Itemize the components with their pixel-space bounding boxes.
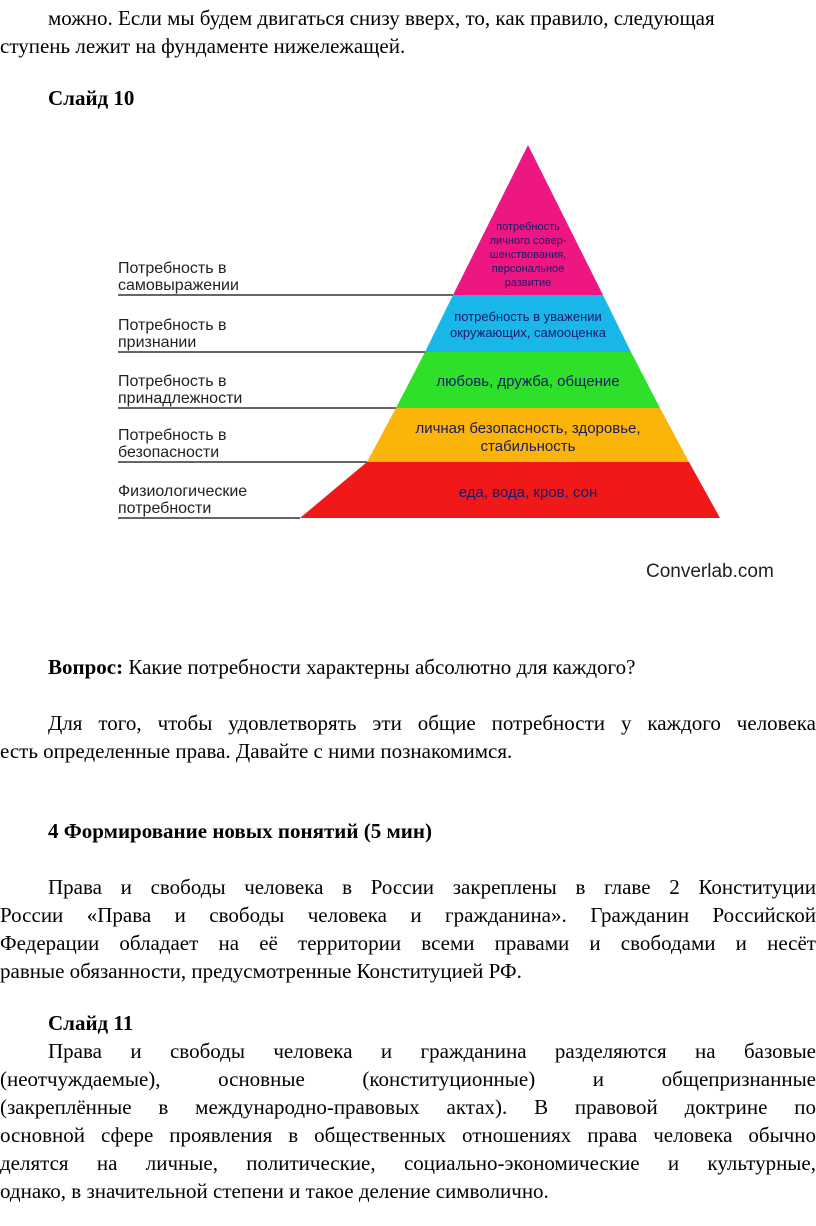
level-label: Потребность в bbox=[118, 317, 227, 334]
slide-heading: Слайд 10 bbox=[48, 86, 135, 110]
question-text: Какие потребности характерны абсолютно для каждого? bbox=[123, 655, 636, 679]
level-description: личная безопасность, здоровье, bbox=[415, 420, 641, 437]
paragraph-line: основной сфере проявления в общественных отношениях права человека обычно bbox=[0, 1123, 816, 1147]
question-label: Вопрос: bbox=[48, 655, 124, 679]
level-label: признании bbox=[118, 334, 197, 351]
maslow-pyramid-figure bbox=[108, 140, 808, 590]
level-label: безопасности bbox=[118, 444, 220, 461]
level-description: любовь, дружба, общение bbox=[436, 373, 620, 390]
question-line bbox=[48, 653, 816, 681]
paragraph-line: однако, в значительной степени и такое деление символично. bbox=[0, 1179, 549, 1203]
paragraph-line: Права и свободы человека в России закреплены в главе 2 Конституции bbox=[48, 875, 816, 899]
paragraph-line: Права и свободы человека и гражданина разделяются на базовые bbox=[48, 1039, 816, 1063]
level-label: Потребность в bbox=[118, 427, 227, 444]
paragraph-line: делятся на личные, политические, социально-экономические и культурные, bbox=[0, 1151, 816, 1175]
paragraph-line: равные обязанности, предусмотренные Конституцией РФ. bbox=[0, 959, 522, 983]
paragraph-line: России «Права и свободы человека и гражданина». Гражданин Российской bbox=[0, 903, 816, 927]
source-credit: Converlab.com bbox=[646, 561, 774, 582]
level-description: личного совер- bbox=[489, 235, 567, 247]
level-description: еда, вода, кров, сон bbox=[458, 484, 598, 501]
level-description: окружающих, самооценка bbox=[449, 325, 607, 340]
slide-heading: Слайд 11 bbox=[48, 1011, 134, 1035]
paragraph-line: Федерации обладает на её территории всеми правами и свободами и несёт bbox=[0, 931, 816, 955]
paragraph-line: есть определенные права. Давайте с ними познакомимся. bbox=[0, 739, 513, 763]
paragraph-line: ступень лежит на фундаменте нижележащей. bbox=[0, 34, 406, 58]
paragraph-line: можно. Если мы будем двигаться снизу вверх, то, как правило, следующая bbox=[48, 6, 715, 30]
level-description: персональное bbox=[491, 263, 565, 275]
level-label: потребности bbox=[118, 500, 212, 517]
paragraph-line: (закреплённые в международно-правовых актах). В правовой доктрине по bbox=[0, 1095, 816, 1119]
level-description: шенствования, bbox=[489, 249, 567, 261]
level-label: принадлежности bbox=[118, 390, 243, 407]
level-label: Потребность в bbox=[118, 373, 227, 390]
level-label: Потребность в bbox=[118, 260, 227, 277]
paragraph-line: Для того, чтобы удовлетворять эти общие потребности у каждого человека bbox=[48, 711, 816, 735]
paragraph-line: (неотчуждаемые), основные (конституционные) и общепризнанные bbox=[0, 1067, 816, 1091]
level-description: развитие bbox=[504, 277, 552, 289]
level-description: потребность bbox=[496, 221, 560, 233]
level-label: Физиологические bbox=[118, 483, 248, 500]
section-heading: 4 Формирование новых понятий (5 мин) bbox=[48, 819, 432, 843]
level-description: потребность в уважении bbox=[454, 309, 602, 324]
level-label: самовыражении bbox=[118, 277, 239, 294]
level-description: стабильность bbox=[480, 438, 576, 455]
